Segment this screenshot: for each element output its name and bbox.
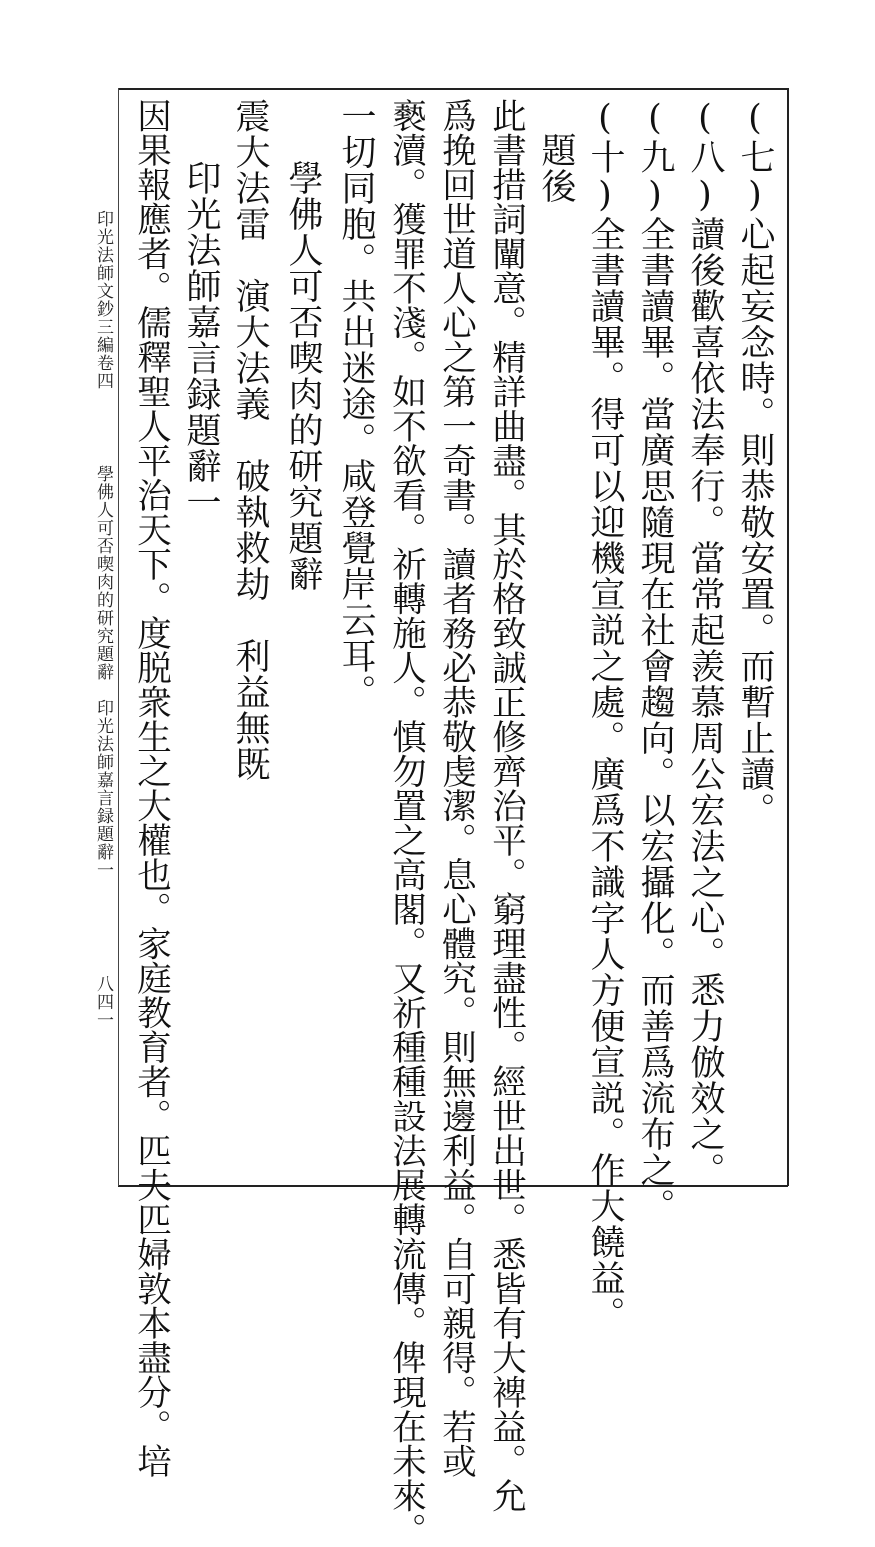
section-title-jiayan-lu: 印光法師嘉言録題辭一 — [181, 160, 221, 520]
text-column-8: 褻瀆。獲罪不淺。如不欲看。祈轉施人。慎勿置之高閣。又祈種種設法展轉流傳。俾現在未來。 — [385, 98, 426, 1547]
frame-right-rule — [787, 88, 789, 1186]
text-column-4: (十)全書讀畢。得可以迎機宣説之處。廣爲不識字人方便宣説。作大饒益。 — [585, 98, 625, 1332]
text-column-7: 爲挽回世道人心之第一奇書。讀者務必恭敬虔潔。息心體究。則無邊利益。自可親得。若或 — [435, 98, 476, 1478]
text-column-3: (九)全書讀畢。當廣思隨現在社會趨向。以宏攝化。而善爲流布之。 — [635, 98, 675, 1224]
section-heading-postscript: 題後 — [536, 132, 576, 204]
section-title-meat-eating: 學佛人可否喫肉的研究題辭 — [283, 160, 323, 592]
frame-top-rule — [118, 88, 788, 90]
text-column-1: (七)心起妄念時。則恭敬安置。而暫止讀。 — [735, 98, 775, 828]
text-column-9: 一切同胞。共出迷途。咸登覺岸云耳。 — [336, 98, 376, 710]
text-column-2: (八)讀後歡喜依法奉行。當常起羨慕周公宏法之心。悉力倣效之。 — [685, 98, 725, 1188]
text-column-6: 此書措詞闡意。精詳曲盡。其於格致誠正修齊治平。窮理盡性。經世出世。悉皆有大裨益。允 — [485, 98, 526, 1513]
margin-book-title: 印光法師文鈔三編卷四 — [93, 210, 113, 390]
text-column-13: 因果報應者。儒釋聖人平治天下。度脱衆生之大權也。家庭教育者。匹夫匹婦敦本盡分。培 — [130, 98, 171, 1478]
margin-section-titles: 學佛人可否喫肉的研究題辭 印光法師嘉言録題辭一 — [93, 465, 113, 879]
frame-left-rule — [118, 88, 119, 1186]
verse-column: 震大法雷 演大法義 破執救劫 利益無既 — [230, 98, 270, 782]
margin-page-number: 八四一 — [93, 975, 113, 1029]
